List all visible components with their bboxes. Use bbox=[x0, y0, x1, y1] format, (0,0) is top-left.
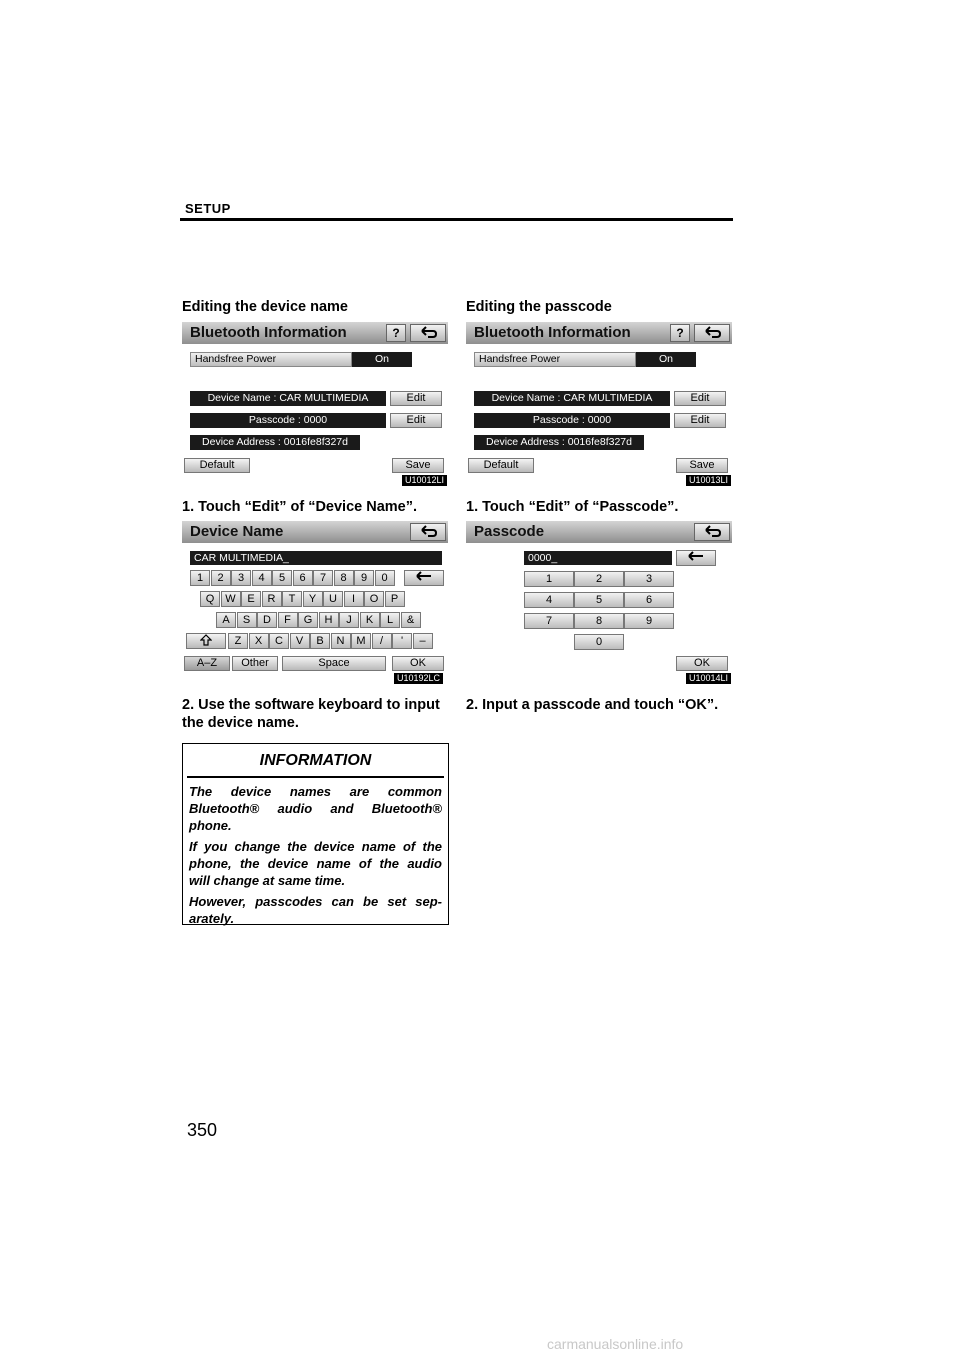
keyboard-key[interactable]: Z bbox=[228, 633, 248, 649]
back-arrow-icon bbox=[418, 325, 438, 339]
edit-device-name-button[interactable]: Edit bbox=[390, 391, 442, 406]
screen-title: Bluetooth Information bbox=[190, 324, 347, 341]
back-arrow-icon bbox=[702, 325, 722, 339]
numpad-key[interactable]: 9 bbox=[624, 613, 674, 629]
numpad-key[interactable]: 0 bbox=[574, 634, 624, 650]
watermark: carmanualsonline.info bbox=[547, 1336, 684, 1352]
information-rule bbox=[187, 776, 444, 778]
device-name-field: Device Name : CAR MULTIMEDIA bbox=[474, 391, 670, 406]
keyboard-key[interactable]: L bbox=[380, 612, 400, 628]
figure-code: U10014LI bbox=[686, 673, 731, 684]
device-name-keyboard-screen bbox=[182, 521, 448, 685]
info-p3-line1: However, passcodes can be set sep- bbox=[189, 894, 442, 909]
keyboard-key[interactable]: N bbox=[331, 633, 351, 649]
keyboard-key[interactable]: M bbox=[351, 633, 371, 649]
keyboard-key[interactable]: 6 bbox=[293, 570, 313, 586]
header-rule bbox=[180, 218, 733, 221]
info-p2-line2: phone, the device name of the audio bbox=[189, 856, 442, 871]
backspace-button[interactable] bbox=[404, 570, 444, 586]
screen-title: Bluetooth Information bbox=[474, 324, 631, 341]
keyboard-key[interactable]: U bbox=[323, 591, 343, 607]
save-button[interactable]: Save bbox=[676, 458, 728, 473]
screen-title: Passcode bbox=[474, 523, 545, 540]
numpad-key[interactable]: 8 bbox=[574, 613, 624, 629]
numpad-key[interactable]: 6 bbox=[624, 592, 674, 608]
keyboard-key[interactable]: 7 bbox=[313, 570, 333, 586]
keyboard-key[interactable]: W bbox=[221, 591, 241, 607]
back-button[interactable] bbox=[694, 324, 730, 342]
heading-edit-device-name: Editing the device name bbox=[182, 299, 348, 315]
keyboard-key[interactable]: 9 bbox=[354, 570, 374, 586]
info-p1-line2: Bluetooth® audio and Bluetooth® bbox=[189, 801, 442, 816]
figure-code: U10192LC bbox=[394, 673, 443, 684]
info-p2-line3: will change at same time. bbox=[189, 873, 346, 888]
handsfree-power-toggle[interactable]: On bbox=[352, 352, 412, 367]
keyboard-key[interactable]: 5 bbox=[272, 570, 292, 586]
passcode-keypad-screen bbox=[466, 521, 732, 685]
keyboard-key[interactable]: D bbox=[257, 612, 277, 628]
keyboard-key[interactable]: B bbox=[310, 633, 330, 649]
keyboard-key[interactable]: 2 bbox=[211, 570, 231, 586]
keyboard-key[interactable]: 4 bbox=[252, 570, 272, 586]
keyboard-key[interactable]: P bbox=[385, 591, 405, 607]
info-p1-line3: phone. bbox=[189, 818, 232, 833]
keyboard-key[interactable]: & bbox=[401, 612, 421, 628]
keyboard-key[interactable]: F bbox=[278, 612, 298, 628]
edit-passcode-button[interactable]: Edit bbox=[390, 413, 442, 428]
device-name-input[interactable]: CAR MULTIMEDIA_ bbox=[190, 551, 442, 565]
back-button[interactable] bbox=[410, 324, 446, 342]
back-button[interactable] bbox=[694, 523, 730, 541]
screen-title: Device Name bbox=[190, 523, 284, 540]
numpad-key[interactable]: 2 bbox=[574, 571, 624, 587]
info-p1-line1: The device names are common bbox=[189, 784, 442, 799]
keyboard-key[interactable]: ' bbox=[392, 633, 412, 649]
step1-device-name: 1. Touch “Edit” of “Device Name”. bbox=[182, 499, 418, 515]
keyboard-key[interactable]: 3 bbox=[231, 570, 251, 586]
other-button[interactable]: Other bbox=[232, 656, 278, 671]
numpad-key[interactable]: 7 bbox=[524, 613, 574, 629]
screen-titlebar bbox=[466, 322, 732, 344]
keyboard-key[interactable]: J bbox=[339, 612, 359, 628]
edit-device-name-button[interactable]: Edit bbox=[674, 391, 726, 406]
info-p2-line1: If you change the device name of the bbox=[189, 839, 442, 854]
backspace-arrow-icon bbox=[687, 551, 705, 561]
space-button[interactable]: Space bbox=[282, 656, 386, 671]
information-title: INFORMATION bbox=[259, 752, 372, 769]
figure-code: U10012LI bbox=[402, 475, 447, 486]
numpad-key[interactable]: 4 bbox=[524, 592, 574, 608]
back-button[interactable] bbox=[410, 523, 446, 541]
keyboard-key[interactable]: A bbox=[216, 612, 236, 628]
keyboard-key[interactable]: Q bbox=[200, 591, 220, 607]
keyboard-key[interactable]: 1 bbox=[190, 570, 210, 586]
help-button[interactable]: ? bbox=[386, 324, 406, 342]
default-button[interactable]: Default bbox=[184, 458, 250, 473]
edit-passcode-button[interactable]: Edit bbox=[674, 413, 726, 428]
backspace-arrow-icon bbox=[415, 571, 433, 581]
help-button[interactable]: ? bbox=[670, 324, 690, 342]
keyboard-key[interactable]: K bbox=[360, 612, 380, 628]
keyboard-key[interactable]: H bbox=[319, 612, 339, 628]
handsfree-power-label: Handsfree Power bbox=[190, 352, 352, 367]
keyboard-key[interactable]: S bbox=[237, 612, 257, 628]
section-header: SETUP bbox=[185, 201, 231, 216]
keyboard-key[interactable]: I bbox=[344, 591, 364, 607]
keyboard-key[interactable]: – bbox=[413, 633, 433, 649]
keyboard-key[interactable]: E bbox=[241, 591, 261, 607]
bluetooth-info-screen-left bbox=[182, 322, 448, 486]
keyboard-key[interactable]: T bbox=[282, 591, 302, 607]
back-arrow-icon bbox=[702, 524, 722, 538]
info-p3-line2: arately. bbox=[189, 911, 235, 926]
shift-arrow-icon bbox=[200, 634, 212, 646]
screen-titlebar bbox=[182, 322, 448, 344]
keyboard-key[interactable]: O bbox=[364, 591, 384, 607]
keyboard-key[interactable]: / bbox=[372, 633, 392, 649]
handsfree-power-toggle[interactable]: On bbox=[636, 352, 696, 367]
passcode-input[interactable]: 0000_ bbox=[524, 551, 672, 565]
device-address-field: Device Address : 0016fe8f327d bbox=[190, 435, 360, 450]
step2-passcode: 2. Input a passcode and touch “OK”. bbox=[466, 697, 719, 713]
default-button[interactable]: Default bbox=[468, 458, 534, 473]
handsfree-power-label: Handsfree Power bbox=[474, 352, 636, 367]
keyboard-key[interactable]: 0 bbox=[375, 570, 395, 586]
backspace-button[interactable] bbox=[676, 550, 716, 566]
step2-device-name-line1: 2. Use the software keyboard to input bbox=[182, 697, 440, 713]
passcode-field: Passcode : 0000 bbox=[190, 413, 386, 428]
ok-button[interactable]: OK bbox=[676, 656, 728, 671]
keyboard-key[interactable]: Y bbox=[303, 591, 323, 607]
keyboard-key[interactable]: X bbox=[249, 633, 269, 649]
heading-edit-passcode: Editing the passcode bbox=[466, 299, 612, 315]
passcode-field: Passcode : 0000 bbox=[474, 413, 670, 428]
step2-device-name-line2: the device name. bbox=[182, 715, 299, 731]
device-name-field: Device Name : CAR MULTIMEDIA bbox=[190, 391, 386, 406]
back-arrow-icon bbox=[418, 524, 438, 538]
shift-button[interactable] bbox=[186, 633, 226, 649]
keyboard-key[interactable]: 8 bbox=[334, 570, 354, 586]
numpad-key[interactable]: 3 bbox=[624, 571, 674, 587]
numpad-key[interactable]: 5 bbox=[574, 592, 624, 608]
device-address-field: Device Address : 0016fe8f327d bbox=[474, 435, 644, 450]
keyboard-key[interactable]: V bbox=[290, 633, 310, 649]
save-button[interactable]: Save bbox=[392, 458, 444, 473]
numpad-key[interactable]: 1 bbox=[524, 571, 574, 587]
figure-code: U10013LI bbox=[686, 475, 731, 486]
screen-titlebar bbox=[466, 521, 732, 543]
keyboard-key[interactable]: R bbox=[262, 591, 282, 607]
screen-titlebar bbox=[182, 521, 448, 543]
a-z-button[interactable]: A–Z bbox=[184, 656, 230, 671]
page-number: 350 bbox=[187, 1120, 218, 1140]
information-box bbox=[182, 743, 449, 925]
step1-passcode: 1. Touch “Edit” of “Passcode”. bbox=[466, 499, 679, 515]
keyboard-key[interactable]: G bbox=[298, 612, 318, 628]
bluetooth-info-screen-right bbox=[466, 322, 732, 486]
ok-button[interactable]: OK bbox=[392, 656, 444, 671]
keyboard-key[interactable]: C bbox=[269, 633, 289, 649]
